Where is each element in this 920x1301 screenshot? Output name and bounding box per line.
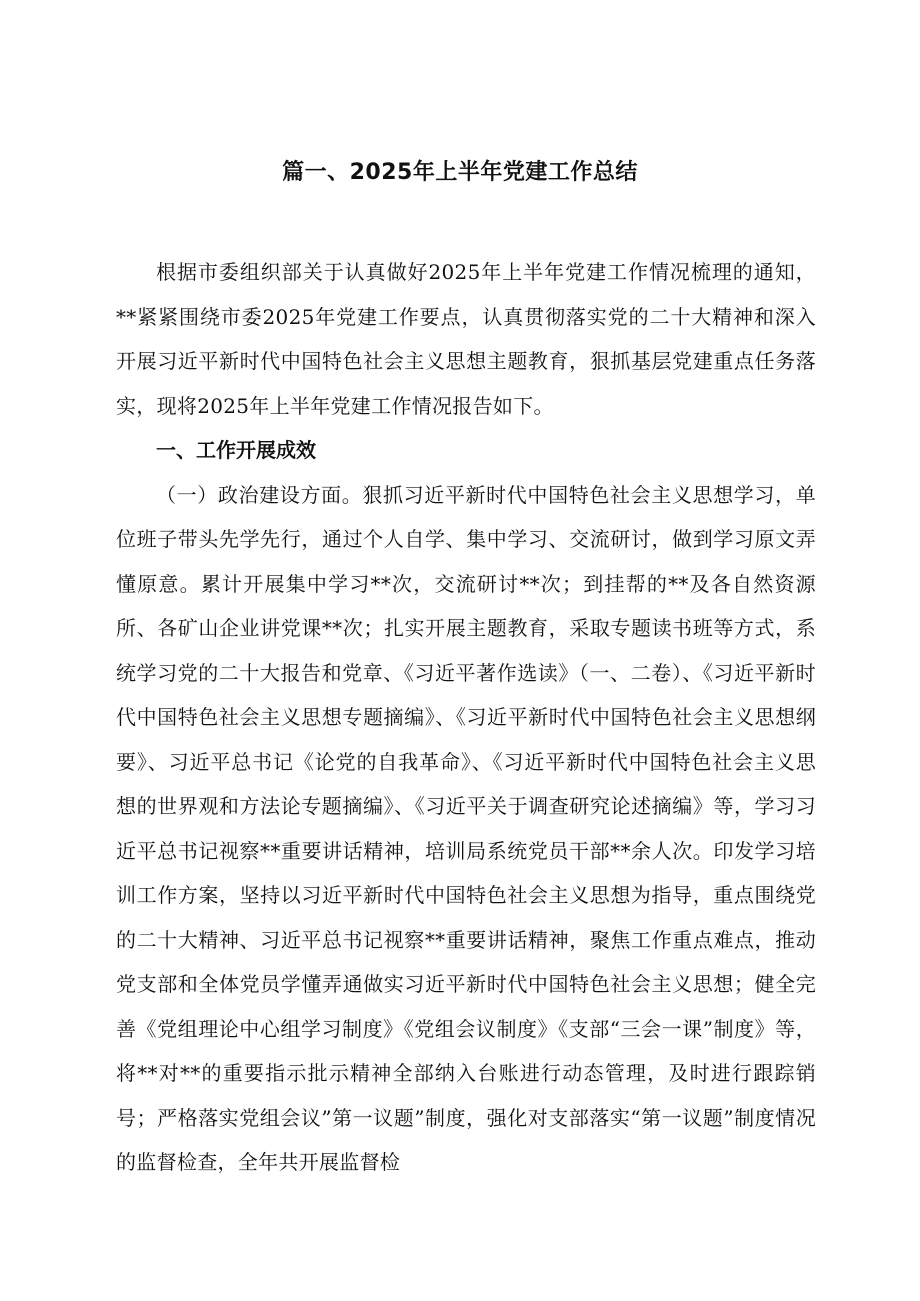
intro-paragraph: 根据市委组织部关于认真做好2025年上半年党建工作情况梳理的通知，**紧紧围绕市委2025年党建工作要点，认真贯彻落实党的二十大精神和深入开展习近平新时代中国特色社会主义思想主题教育，狠抓基层党建重点任务落实，现将2025年上半年党建工作情况报告如下。 <box>116 260 816 418</box>
section-1-paragraph-1: （一）政治建设方面。狠抓习近平新时代中国特色社会主义思想学习，单位班子带头先学先行，通过个人自学、集中学习、交流研讨，做到学习原文弄懂原意。累计开展集中学习**次，交流研讨**次；到挂帮的**及各自然资源所、各矿山企业讲党课**次；扎实开展主题教育，采取专题读书班等方式，系统学习党的二十大报告和党章、《习近平著作选读》（一、二卷）、《习近平新时代中国特色社会主义思想专题摘编》、《习近平新时代中国特色社会主义思想纲要》、习近平总书记《论党的自我革命》、《习近平新时代中国特色社会主义思想的世界观和方法论专题摘编》、《习近平关于调查研究论述摘编》等，学习习近平总书记视察**重要讲话精神，培训局系统党员干部**余人次。印发学习培训工作方案，坚持以习近平新时代中国特色社会主义思想为指导，重点围绕党的二十大精神、习近平总书记视察**重要讲话精神，聚焦工作重点难点，推动党支部和全体党员学懂弄通做实习近平新时代中国特色社会主义思想；健全完善《党组理论中心组学习制度》《党组会议制度》《支部“三会一课”制度》等，将**对**的重要指示批示精神全部纳入台账进行动态管理，及时进行跟踪销号；严格落实党组会议”第一议题”制度，强化对支部落实“第一议题”制度情况的监督检查，全年共开展监督检 <box>116 482 816 1174</box>
section-heading-1: 一、工作开展成效 <box>156 438 316 462</box>
document-body <box>116 250 816 1185</box>
document-title: 篇一、2025年上半年党建工作总结 <box>282 160 638 185</box>
